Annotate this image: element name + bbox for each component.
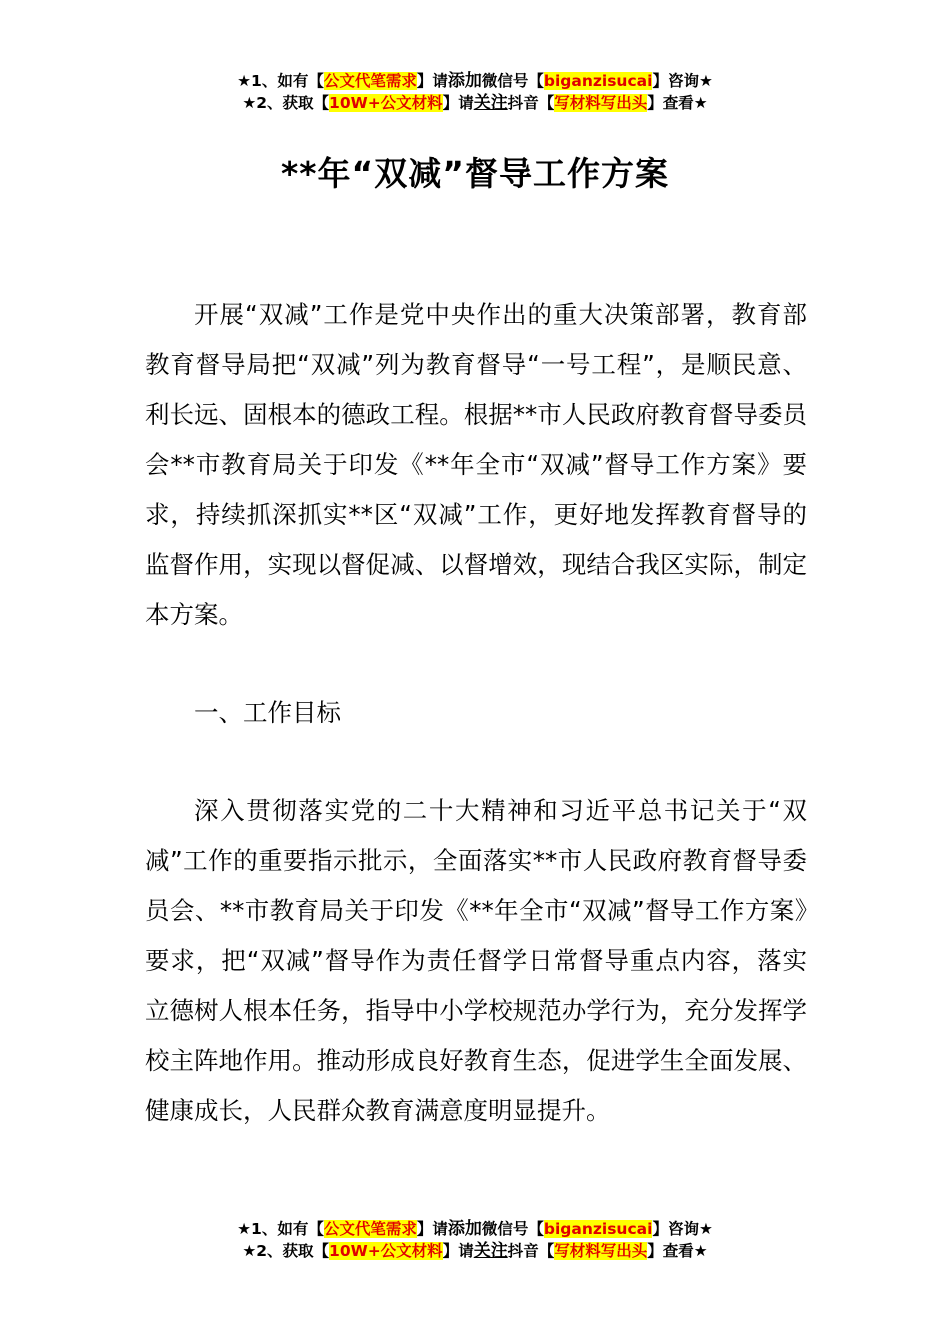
banner-douyin-id: 写材料写出头	[554, 1242, 648, 1260]
banner-text: 抖音【	[507, 1242, 555, 1260]
banner-line-1	[0, 1218, 950, 1240]
banner-text: 微信号【	[481, 1220, 544, 1238]
banner-text: 】请	[416, 1220, 448, 1238]
banner-text: 】查看★	[647, 94, 708, 112]
banner-text: 】请	[442, 1242, 474, 1260]
footer-banner	[0, 1218, 950, 1262]
banner-text: 】咨询★	[652, 72, 713, 90]
header-banner	[0, 70, 950, 114]
paragraph-intro: 开展“双减”工作是党中央作出的重大决策部署，教育部教育督导局把“双减”列为教育督导“一号工程”，是顺民意、利长远、固根本的德政工程。根据**市人民政府教育督导委员会**市教育局关于印发《**年全市“双减”督导工作方案》要求，持续抓深抓实**区“双减”工作，更好地发挥教育督导的监督作用，实现以督促减、以督增效，现结合我区实际，制定本方案。	[145, 300, 807, 629]
banner-highlight: 公文代笔需求	[323, 1220, 417, 1238]
banner-text: 添加	[447, 71, 482, 91]
paragraph-goals: 深入贯彻落实党的二十大精神和习近平总书记关于“双减”工作的重要指示批示，全面落实**市人民政府教育督导委员会、**市教育局关于印发《**年全市“双减”督导工作方案》要求，把“双减”督导作为责任督学日常督导重点内容，落实立德树人根本任务，指导中小学校规范办学行为，充分发挥学校主阵地作用。推动形成良好教育生态，促进学生全面发展、健康成长，人民群众教育满意度明显提升。	[145, 796, 807, 1125]
banner-text: ★2、获取【	[242, 1242, 330, 1260]
banner-douyin-id: 写材料写出头	[554, 94, 648, 112]
section-heading-goals: 一、工作目标	[194, 698, 341, 727]
banner-wechat-id: biganzisucai	[543, 72, 653, 90]
banner-highlight: 10W+公文材料	[329, 94, 443, 112]
banner-line-2	[0, 92, 950, 114]
banner-text: 关注	[473, 1241, 508, 1261]
banner-text: 】请	[416, 72, 448, 90]
banner-text: ★1、如有【	[237, 72, 324, 90]
banner-highlight: 10W+公文材料	[329, 1242, 443, 1260]
banner-text: 微信号【	[481, 72, 544, 90]
banner-line-1	[0, 70, 950, 92]
banner-text: 关注	[473, 93, 508, 113]
banner-text: ★2、获取【	[242, 94, 330, 112]
document-title: **年“双减”督导工作方案	[281, 154, 669, 193]
banner-text: ★1、如有【	[237, 1220, 324, 1238]
banner-wechat-id: biganzisucai	[543, 1220, 653, 1238]
banner-line-2	[0, 1240, 950, 1262]
banner-text: 】查看★	[647, 1242, 708, 1260]
banner-text: 】请	[442, 94, 474, 112]
banner-highlight: 公文代笔需求	[323, 72, 417, 90]
banner-text: 】咨询★	[652, 1220, 713, 1238]
banner-text: 添加	[447, 1219, 482, 1239]
banner-text: 抖音【	[507, 94, 555, 112]
